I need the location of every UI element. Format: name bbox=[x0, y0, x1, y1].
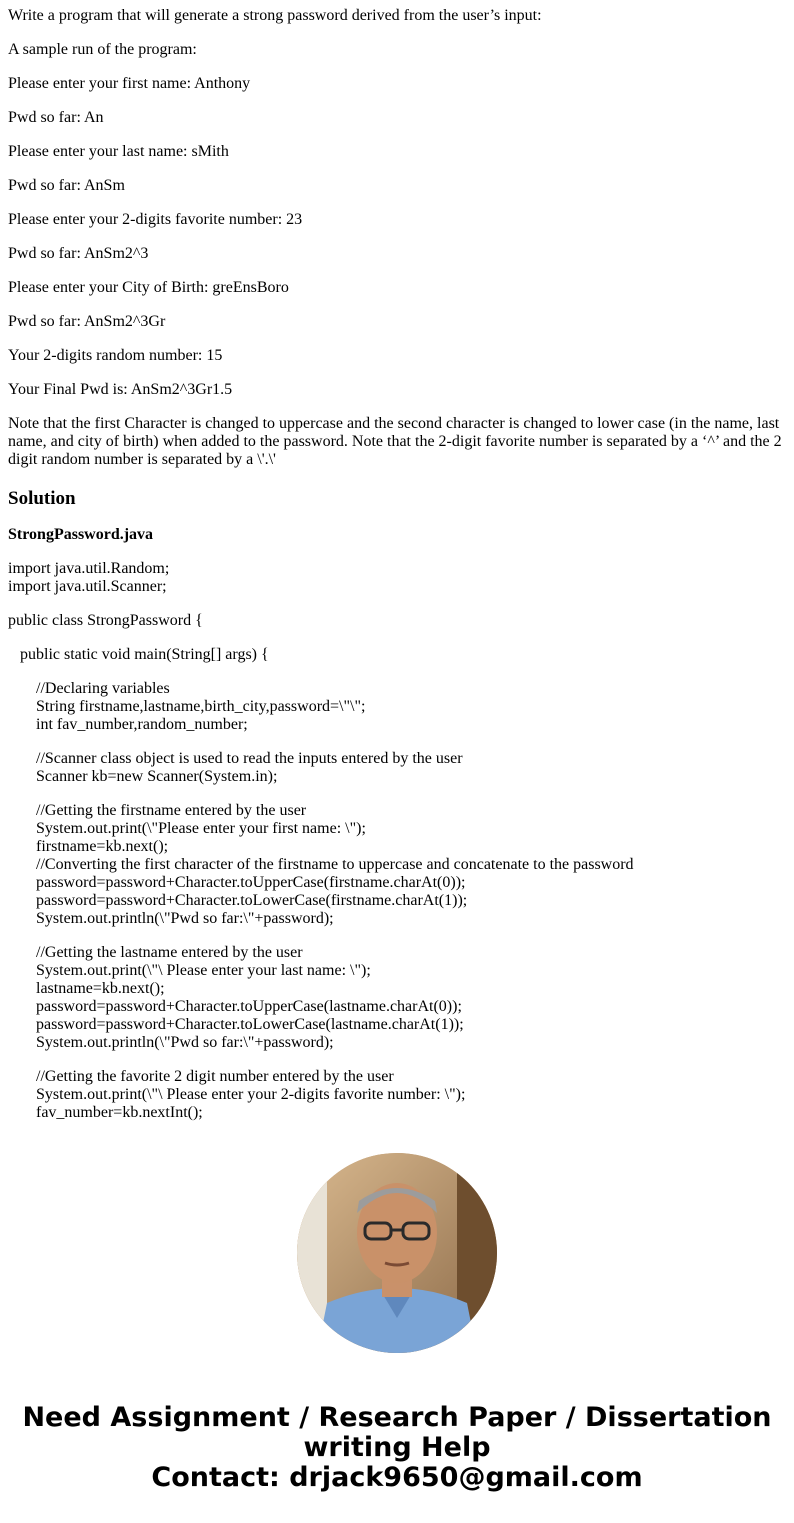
author-photo bbox=[297, 1153, 497, 1353]
code-listing bbox=[8, 560, 788, 1122]
code-blank-line bbox=[8, 1052, 788, 1068]
sample-run bbox=[8, 75, 788, 399]
solution-filename: StrongPassword.java bbox=[8, 526, 154, 543]
code-blank-line bbox=[8, 928, 788, 944]
code-line: String firstname,lastname,birth_city,password=\"\"; bbox=[36, 698, 366, 715]
promo-banner bbox=[0, 1122, 794, 1523]
code-blank-line bbox=[8, 630, 788, 646]
code-line: fav_number=kb.nextInt(); bbox=[36, 1104, 203, 1121]
code-line: password=password+Character.toLowerCase(firstname.charAt(1)); bbox=[36, 892, 468, 909]
code-line: //Scanner class object is used to read the inputs entered by the user bbox=[36, 750, 463, 767]
promo-line-1: Need Assignment / Research Paper / Dissertation bbox=[22, 1402, 772, 1433]
sample-run-line: Your Final Pwd is: AnSm2^3Gr1.5 bbox=[8, 381, 233, 398]
sample-run-line: Please enter your 2-digits favorite number: 23 bbox=[8, 211, 303, 228]
code-line: public class StrongPassword { bbox=[8, 612, 203, 629]
code-line: import java.util.Random; bbox=[8, 560, 170, 577]
sample-run-line: Pwd so far: AnSm2^3Gr bbox=[8, 313, 166, 330]
code-line: int fav_number,random_number; bbox=[36, 716, 248, 733]
solution-heading: Solution bbox=[8, 488, 76, 509]
code-line: password=password+Character.toUpperCase(lastname.charAt(0)); bbox=[36, 998, 462, 1015]
promo-line-2: writing Help bbox=[303, 1432, 491, 1463]
code-line: System.out.println(\"Pwd so far:\"+password); bbox=[36, 910, 334, 927]
code-line: System.out.print(\"\ Please enter your last name: \"); bbox=[36, 962, 371, 979]
code-line: public static void main(String[] args) { bbox=[20, 646, 269, 663]
sample-run-line: Pwd so far: AnSm2^3 bbox=[8, 245, 149, 262]
sample-heading: A sample run of the program: bbox=[8, 41, 197, 58]
code-line: //Declaring variables bbox=[36, 680, 170, 697]
code-blank-line bbox=[8, 786, 788, 802]
sample-run-line: Please enter your City of Birth: greEnsBoro bbox=[8, 279, 289, 296]
sample-run-line: Please enter your first name: Anthony bbox=[8, 75, 251, 92]
sample-run-line: Your 2-digits random number: 15 bbox=[8, 347, 223, 364]
sample-run-line: Pwd so far: AnSm bbox=[8, 177, 125, 194]
code-line: //Getting the lastname entered by the user bbox=[36, 944, 303, 961]
question-note: Note that the first Character is changed to uppercase and the second character is changed to lower case (in the name, last name, and city of birth) when added to the password. Note that the 2-digit favorite number is separated by a ‘^’ and the 2 digit random number is separated by a \'.\' bbox=[8, 415, 782, 468]
code-blank-line bbox=[8, 734, 788, 750]
code-line: password=password+Character.toUpperCase(firstname.charAt(0)); bbox=[36, 874, 466, 891]
code-line: lastname=kb.next(); bbox=[36, 980, 165, 997]
code-line: //Getting the favorite 2 digit number entered by the user bbox=[36, 1068, 394, 1085]
question-intro: Write a program that will generate a strong password derived from the user’s input: bbox=[8, 7, 542, 24]
code-blank-line bbox=[8, 596, 788, 612]
sample-run-line: Pwd so far: An bbox=[8, 109, 104, 126]
code-line: //Getting the firstname entered by the user bbox=[36, 802, 307, 819]
code-line: System.out.print(\"Please enter your first name: \"); bbox=[36, 820, 366, 837]
promo-text bbox=[0, 1403, 794, 1493]
code-line: //Converting the first character of the firstname to uppercase and concatenate to the password bbox=[36, 856, 634, 873]
promo-line-3: Contact: drjack9650@gmail.com bbox=[151, 1462, 643, 1493]
code-line: import java.util.Scanner; bbox=[8, 578, 167, 595]
code-blank-line bbox=[8, 664, 788, 680]
document-content bbox=[8, 0, 788, 1122]
code-line: password=password+Character.toLowerCase(lastname.charAt(1)); bbox=[36, 1016, 464, 1033]
code-line: System.out.println(\"Pwd so far:\"+password); bbox=[36, 1034, 334, 1051]
code-line: System.out.print(\"\ Please enter your 2-digits favorite number: \"); bbox=[36, 1086, 466, 1103]
code-line: Scanner kb=new Scanner(System.in); bbox=[36, 768, 278, 785]
author-photo-image bbox=[297, 1153, 497, 1353]
code-line: firstname=kb.next(); bbox=[36, 838, 169, 855]
sample-run-line: Please enter your last name: sMith bbox=[8, 143, 229, 160]
